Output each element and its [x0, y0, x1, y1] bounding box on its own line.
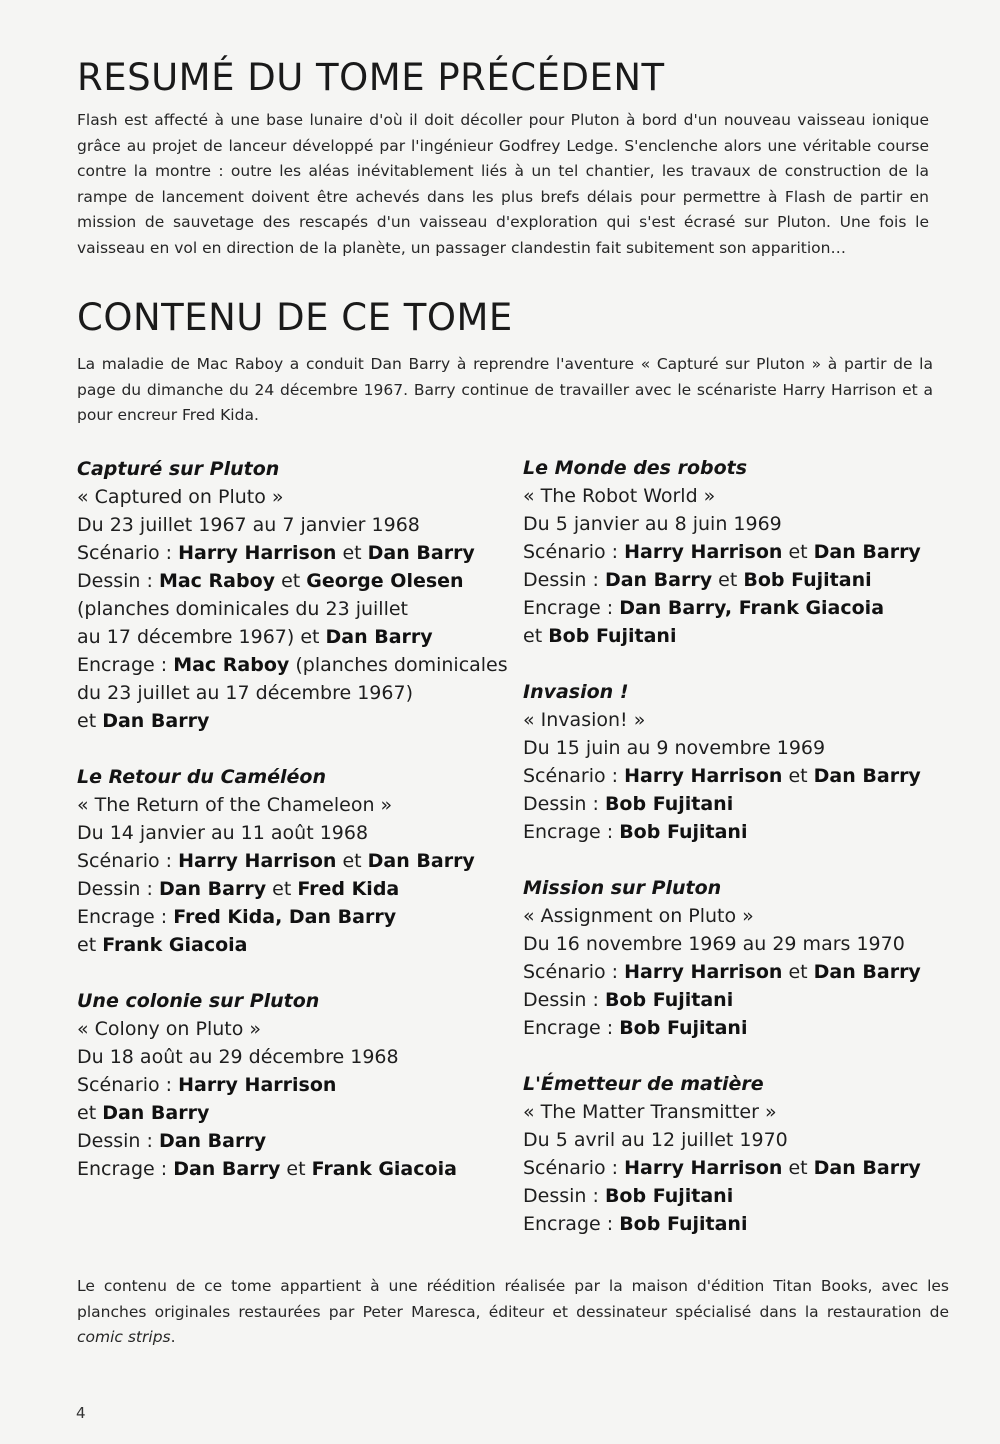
story-dessin — [77, 1127, 517, 1155]
scenario-author: Harry Harrison — [624, 1157, 783, 1179]
story-dessin-note — [77, 623, 517, 651]
scenario-author: Dan Barry — [813, 961, 921, 983]
story-title: Mission sur Pluton — [523, 877, 722, 899]
encrage-label: Encrage : — [77, 1158, 168, 1180]
footer-period: . — [170, 1328, 176, 1346]
dessin-artist: Mac Raboy — [158, 570, 276, 592]
scenario-author: Dan Barry — [367, 542, 475, 564]
story-dates: Du 14 janvier au 11 août 1968 — [77, 822, 369, 844]
dessin-artist: George Olesen — [306, 570, 464, 592]
contents-heading: CONTENU DE CE TOME — [77, 296, 513, 339]
encrage-label: Encrage : — [523, 1213, 614, 1235]
story-encrage-note: du 23 juillet au 17 décembre 1967) — [77, 682, 413, 704]
scenario-author: Harry Harrison — [178, 1074, 337, 1096]
story-encrage-cont — [77, 931, 517, 959]
story-scenario — [77, 1071, 517, 1099]
scenario-label: Scénario : — [77, 1074, 173, 1096]
scenario-author: Dan Barry — [367, 850, 475, 872]
scenario-label: Scénario : — [523, 765, 619, 787]
story-entry — [523, 454, 953, 650]
story-entry — [523, 874, 953, 1042]
story-encrage — [523, 1014, 953, 1042]
story-scenario — [523, 538, 953, 566]
story-title: L'Émetteur de matière — [523, 1073, 764, 1095]
scenario-author: Dan Barry — [813, 541, 921, 563]
story-dessin — [523, 790, 953, 818]
footer-paragraph — [77, 1274, 949, 1351]
encrage-artist: Fred Kida, Dan Barry — [173, 906, 397, 928]
conjunction: et — [342, 850, 362, 872]
encrage-artist: Bob Fujitani — [619, 1017, 748, 1039]
story-title: Le Monde des robots — [523, 457, 748, 479]
dessin-label: Dessin : — [77, 1130, 153, 1152]
encrage-label: Encrage : — [523, 821, 614, 843]
dessin-artist: Dan Barry — [158, 1130, 267, 1152]
conjunction: et — [788, 961, 808, 983]
scenario-label: Scénario : — [77, 850, 173, 872]
story-original-title: « Assignment on Pluto » — [523, 905, 754, 927]
encrage-artist: Bob Fujitani — [619, 821, 748, 843]
story-dates: Du 18 août au 29 décembre 1968 — [77, 1046, 399, 1068]
conjunction: et — [77, 710, 97, 732]
scenario-author: Dan Barry — [813, 1157, 921, 1179]
dessin-artist: Dan Barry — [604, 569, 713, 591]
story-dates: Du 15 juin au 9 novembre 1969 — [523, 737, 826, 759]
story-entry — [523, 1070, 953, 1238]
story-dessin — [523, 566, 953, 594]
story-title: Le Retour du Caméléon — [77, 766, 326, 788]
story-scenario — [77, 847, 517, 875]
scenario-label: Scénario : — [523, 1157, 619, 1179]
scenario-author: Harry Harrison — [624, 961, 783, 983]
dessin-artist: Dan Barry — [158, 878, 267, 900]
dessin-label: Dessin : — [77, 570, 153, 592]
conjunction: et — [788, 541, 808, 563]
dessin-artist: Bob Fujitani — [604, 1185, 734, 1207]
footer-italic-text: comic strips — [77, 1328, 171, 1346]
page-number: 4 — [76, 1404, 86, 1422]
story-entry — [77, 455, 517, 735]
story-encrage — [523, 818, 953, 846]
story-encrage — [77, 903, 517, 931]
encrage-label: Encrage : — [523, 597, 614, 619]
dessin-label: Dessin : — [77, 878, 153, 900]
story-dessin — [523, 986, 953, 1014]
story-original-title: « Colony on Pluto » — [77, 1018, 262, 1040]
story-title: Invasion ! — [523, 681, 629, 703]
story-scenario-cont — [77, 1099, 517, 1127]
conjunction: et — [77, 1102, 97, 1124]
encrage-artist: Bob Fujitani — [548, 625, 677, 647]
story-dates: Du 5 avril au 12 juillet 1970 — [523, 1129, 788, 1151]
story-encrage-cont — [523, 622, 953, 650]
scenario-author: Harry Harrison — [178, 542, 337, 564]
encrage-artist: Bob Fujitani — [619, 1213, 748, 1235]
conjunction: et — [523, 625, 543, 647]
encrage-label: Encrage : — [77, 654, 168, 676]
summary-paragraph: Flash est affecté à une base lunaire d'où il doit décoller pour Pluton à bord d'un nouveau vaisseau ionique grâce au projet de lanceur développé par l'ingénieur Godfrey Ledge. S'enclenche alors une véritable course contre la montre : outre les aléas inévitablement liés à un tel chantier, les travaux de construction de la rampe de lancement doivent être achevés dans les plus brefs délais pour permettre à Flash de partir en mission de sauvetage des rescapés d'un vaisseau d'exploration qui s'est écrasé sur Pluton. Une fois le vaisseau en vol en direction de la planète, un passager clandestin fait subitement son apparition… — [77, 111, 929, 257]
stories-left-column — [77, 455, 517, 1211]
conjunction: et — [272, 878, 292, 900]
story-title: Capturé sur Pluton — [77, 458, 280, 480]
story-scenario — [523, 762, 953, 790]
story-entry — [77, 987, 517, 1183]
story-scenario — [523, 1154, 953, 1182]
conjunction: et — [788, 765, 808, 787]
scenario-author: Harry Harrison — [178, 850, 337, 872]
encrage-artist: Dan Barry — [173, 1158, 281, 1180]
dessin-artist: Bob Fujitani — [604, 989, 734, 1011]
story-dessin — [77, 567, 517, 595]
story-original-title: « The Return of the Chameleon » — [77, 794, 393, 816]
story-dates: Du 23 juillet 1967 au 7 janvier 1968 — [77, 514, 420, 536]
conjunction: et — [286, 1158, 306, 1180]
story-encrage-cont — [77, 707, 517, 735]
story-dates: Du 16 novembre 1969 au 29 mars 1970 — [523, 933, 905, 955]
dessin-label: Dessin : — [523, 989, 599, 1011]
story-encrage — [77, 1155, 517, 1183]
story-dessin — [77, 875, 517, 903]
encrage-artist: Dan Barry, Frank Giacoia — [619, 597, 885, 619]
dessin-note-text: au 17 décembre 1967) et — [77, 626, 320, 648]
footer-text: Le contenu de ce tome appartient à une réédition réalisée par la maison d'édition Titan Books, avec les planches originales restaurées par Peter Maresca, éditeur et dessinateur spécialisé dans la restauration de — [77, 1277, 949, 1321]
dessin-label: Dessin : — [523, 793, 599, 815]
scenario-label: Scénario : — [77, 542, 173, 564]
story-dessin-note: (planches dominicales du 23 juillet — [77, 598, 408, 620]
contents-paragraph: La maladie de Mac Raboy a conduit Dan Barry à reprendre l'aventure « Capturé sur Pluton » à partir de la page du dimanche du 24 décembre 1967. Barry continue de travailler avec le scénariste Harry Harrison et a pour encreur Fred Kida. — [77, 355, 933, 424]
dessin-label: Dessin : — [523, 1185, 599, 1207]
encrage-artist: Frank Giacoia — [311, 1158, 457, 1180]
stories-right-column — [523, 454, 953, 1266]
scenario-author: Harry Harrison — [624, 541, 783, 563]
dessin-artist: Dan Barry — [325, 626, 433, 648]
scenario-author: Harry Harrison — [624, 765, 783, 787]
story-original-title: « Captured on Pluto » — [77, 486, 284, 508]
conjunction: et — [718, 569, 738, 591]
story-original-title: « The Robot World » — [523, 485, 716, 507]
dessin-artist: Bob Fujitani — [604, 793, 734, 815]
story-title: Une colonie sur Pluton — [77, 990, 320, 1012]
encrage-label: Encrage : — [523, 1017, 614, 1039]
story-scenario — [523, 958, 953, 986]
story-encrage — [77, 651, 517, 679]
summary-heading: RESUMÉ DU TOME PRÉCÉDENT — [77, 56, 665, 99]
scenario-label: Scénario : — [523, 541, 619, 563]
story-dates: Du 5 janvier au 8 juin 1969 — [523, 513, 782, 535]
encrage-note-text: (planches dominicales — [295, 654, 508, 676]
story-scenario — [77, 539, 517, 567]
encrage-artist: Frank Giacoia — [102, 934, 248, 956]
story-entry — [523, 678, 953, 846]
dessin-artist: Fred Kida — [297, 878, 400, 900]
encrage-artist: Mac Raboy — [173, 654, 290, 676]
story-encrage — [523, 594, 953, 622]
conjunction: et — [281, 570, 301, 592]
dessin-artist: Bob Fujitani — [743, 569, 872, 591]
scenario-author: Dan Barry — [813, 765, 921, 787]
story-original-title: « Invasion! » — [523, 709, 646, 731]
conjunction: et — [77, 934, 97, 956]
story-original-title: « The Matter Transmitter » — [523, 1101, 777, 1123]
dessin-label: Dessin : — [523, 569, 599, 591]
conjunction: et — [788, 1157, 808, 1179]
story-encrage — [523, 1210, 953, 1238]
encrage-label: Encrage : — [77, 906, 168, 928]
scenario-author: Dan Barry — [102, 1102, 210, 1124]
encrage-artist: Dan Barry — [102, 710, 210, 732]
story-dessin — [523, 1182, 953, 1210]
scenario-label: Scénario : — [523, 961, 619, 983]
conjunction: et — [342, 542, 362, 564]
story-entry — [77, 763, 517, 959]
